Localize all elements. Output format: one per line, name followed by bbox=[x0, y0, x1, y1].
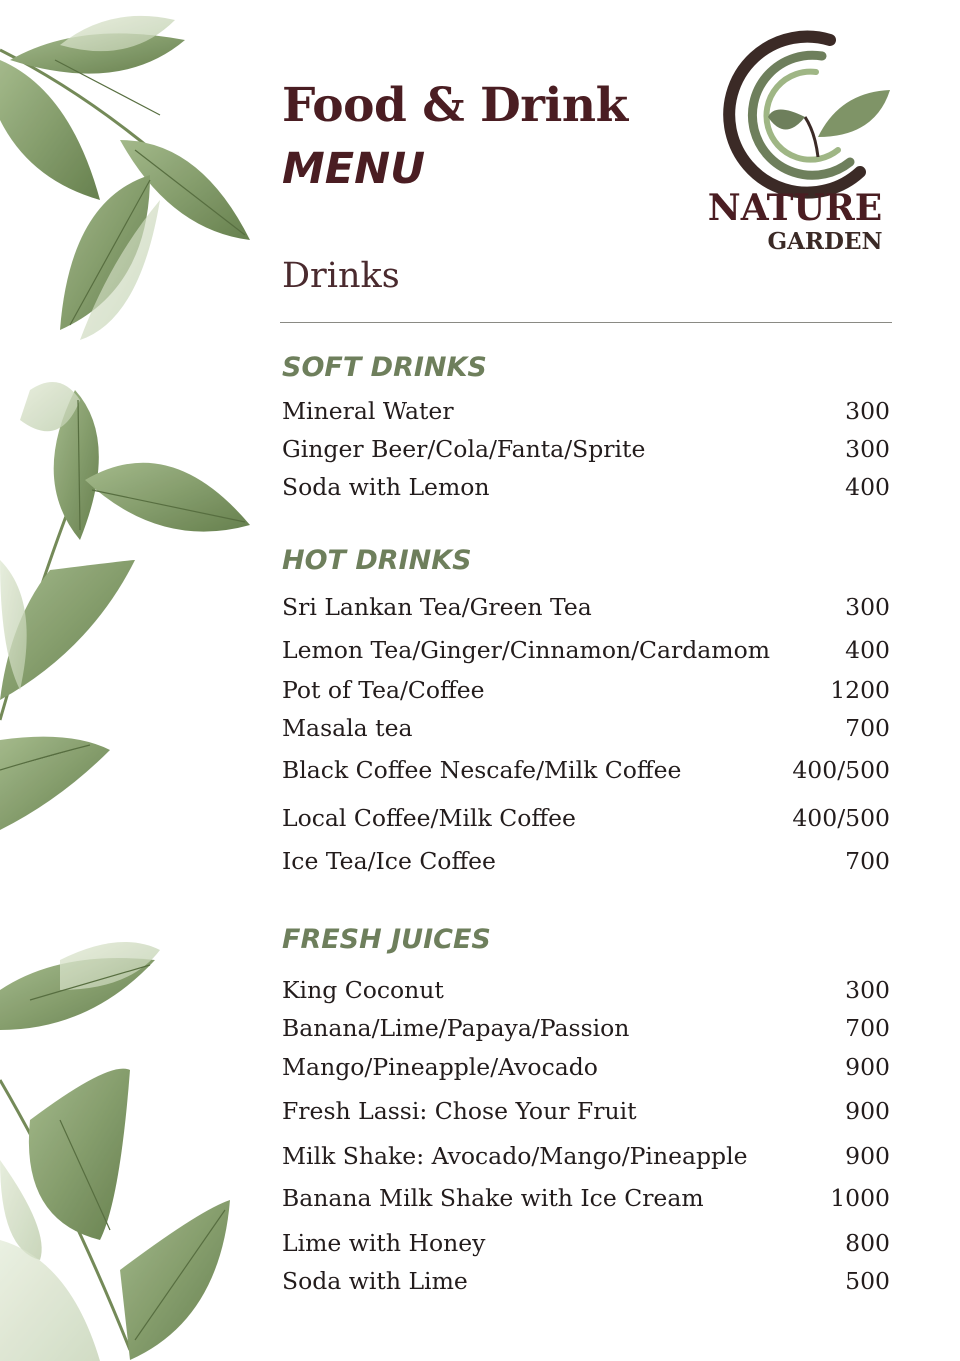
menu-item bbox=[282, 1010, 890, 1046]
item-name: Soda with Lime bbox=[282, 1267, 468, 1295]
item-name: Ice Tea/Ice Coffee bbox=[282, 847, 496, 875]
item-name: Black Coffee Nescafe/Milk Coffee bbox=[282, 756, 682, 784]
item-price: 400/500 bbox=[792, 756, 890, 784]
item-price: 500 bbox=[845, 1267, 890, 1295]
menu-item bbox=[282, 1093, 890, 1129]
item-name: Milk Shake: Avocado/Mango/Pineapple bbox=[282, 1142, 748, 1170]
divider bbox=[280, 322, 892, 323]
menu-item bbox=[282, 1263, 890, 1299]
menu-subtitle: MENU bbox=[282, 144, 426, 194]
logo-text-garden: GARDEN bbox=[767, 228, 883, 254]
menu-item bbox=[282, 752, 890, 788]
menu-item bbox=[282, 431, 890, 467]
item-name: Fresh Lassi: Chose Your Fruit bbox=[282, 1097, 637, 1125]
menu-item bbox=[282, 589, 890, 625]
item-price: 300 bbox=[845, 593, 890, 621]
item-price: 900 bbox=[845, 1142, 890, 1170]
section-title-soft-drinks: SOFT DRINKS bbox=[282, 352, 487, 383]
menu-item bbox=[282, 1225, 890, 1261]
menu-item bbox=[282, 469, 890, 505]
item-price: 700 bbox=[845, 847, 890, 875]
drinks-heading: Drinks bbox=[282, 256, 400, 296]
item-price: 400 bbox=[845, 473, 890, 501]
item-name: Local Coffee/Milk Coffee bbox=[282, 804, 576, 832]
item-name: Lemon Tea/Ginger/Cinnamon/Cardamom bbox=[282, 636, 771, 664]
item-price: 900 bbox=[845, 1097, 890, 1125]
menu-item bbox=[282, 1138, 890, 1174]
item-price: 400 bbox=[845, 636, 890, 664]
menu-item bbox=[282, 800, 890, 836]
item-name: Mineral Water bbox=[282, 397, 454, 425]
item-name: Lime with Honey bbox=[282, 1229, 486, 1257]
menu-item bbox=[282, 710, 890, 746]
menu-item bbox=[282, 843, 890, 879]
item-name: Sri Lankan Tea/Green Tea bbox=[282, 593, 592, 621]
menu-item bbox=[282, 393, 890, 429]
menu-title: Food & Drink bbox=[282, 78, 628, 133]
section-title-fresh-juices: FRESH JUICES bbox=[282, 924, 491, 955]
item-name: King Coconut bbox=[282, 976, 444, 1004]
section-title-hot-drinks: HOT DRINKS bbox=[282, 545, 472, 576]
item-price: 700 bbox=[845, 1014, 890, 1042]
item-price: 400/500 bbox=[792, 804, 890, 832]
item-name: Mango/Pineapple/Avocado bbox=[282, 1053, 598, 1081]
item-name: Ginger Beer/Cola/Fanta/Sprite bbox=[282, 435, 646, 463]
item-price: 800 bbox=[845, 1229, 890, 1257]
item-name: Masala tea bbox=[282, 714, 413, 742]
item-price: 1000 bbox=[830, 1184, 890, 1212]
item-name: Pot of Tea/Coffee bbox=[282, 676, 485, 704]
menu-item bbox=[282, 632, 890, 668]
menu-item bbox=[282, 972, 890, 1008]
menu-item bbox=[282, 1049, 890, 1085]
menu-item bbox=[282, 1180, 890, 1216]
item-price: 300 bbox=[845, 976, 890, 1004]
item-price: 900 bbox=[845, 1053, 890, 1081]
item-price: 700 bbox=[845, 714, 890, 742]
item-price: 1200 bbox=[830, 676, 890, 704]
nature-garden-logo bbox=[690, 22, 900, 254]
item-name: Banana Milk Shake with Ice Cream bbox=[282, 1184, 704, 1212]
logo-text-nature: NATURE bbox=[707, 187, 883, 229]
item-price: 300 bbox=[845, 397, 890, 425]
item-name: Banana/Lime/Papaya/Passion bbox=[282, 1014, 630, 1042]
leaf-decoration bbox=[0, 0, 260, 1361]
menu-item bbox=[282, 672, 890, 708]
item-price: 300 bbox=[845, 435, 890, 463]
item-name: Soda with Lemon bbox=[282, 473, 490, 501]
